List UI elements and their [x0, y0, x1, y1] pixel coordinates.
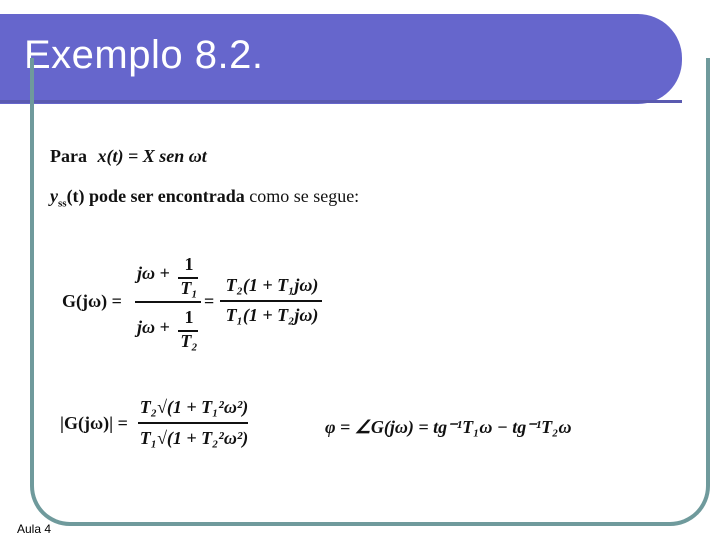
g-equals: =	[204, 291, 215, 311]
mag-fraction-bar	[138, 422, 248, 424]
slide-footer: Aula 4	[17, 522, 52, 536]
g-rhs-fraction-bar	[220, 300, 322, 302]
g-rhs-denominator: T₁(1 + T₂jω)	[225, 305, 319, 325]
line-para	[50, 146, 207, 167]
line-yss	[50, 186, 359, 210]
g-den-a: jω +	[137, 317, 170, 337]
g-lhs: G(jω) =	[62, 291, 122, 311]
para-label: Para	[50, 146, 87, 166]
para-expression: x(t) = X sen ωt	[97, 146, 207, 166]
phase-equation: φ = ∠G(jω) = tg⁻¹T₁ω − tg⁻¹T₂ω	[325, 417, 572, 437]
yss-text: (t) pode ser encontrada	[66, 186, 245, 206]
g-num-a: jω +	[137, 263, 170, 283]
yss-tail: como se segue:	[249, 186, 360, 206]
g-den-frac-bot: T₂	[180, 331, 198, 351]
g-rhs-numerator: T₂(1 + T₁jω)	[225, 275, 319, 295]
mag-denominator: T₁√(1 + T₂²ω²)	[139, 428, 249, 448]
yss-symbol: y	[50, 186, 58, 206]
mag-numerator: T₂√(1 + T₁²ω²)	[139, 397, 249, 417]
content-frame	[30, 58, 710, 526]
g-den-frac-top: 1	[184, 307, 194, 327]
g-main-fraction-bar	[135, 301, 201, 303]
yss-subscript: ss	[58, 197, 67, 210]
mag-lhs: |G(jω)| =	[60, 413, 128, 433]
g-num-frac-bot: T₁	[180, 278, 198, 298]
slide-title: Exemplo 8.2.	[24, 33, 264, 77]
g-num-frac-top: 1	[184, 254, 194, 274]
